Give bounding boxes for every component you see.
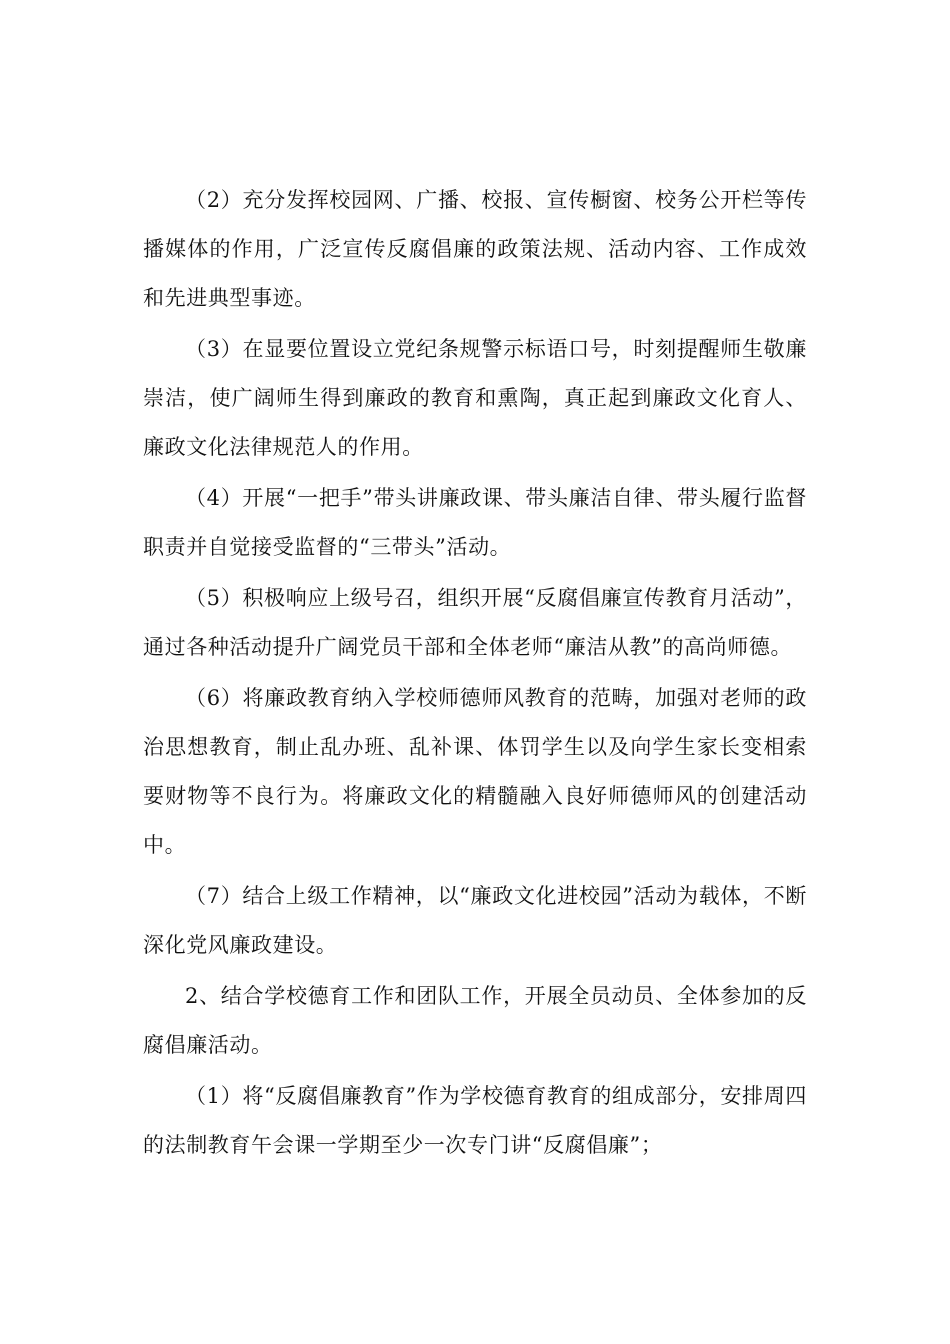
paragraph-7-campus-culture: （7）结合上级工作精神，以“廉政文化进校园”活动为载体，不断深化党风廉政建设。 — [143, 884, 807, 957]
document-body — [143, 176, 807, 1172]
paragraph-1-moral-education: （1）将“反腐倡廉教育”作为学校德育教育的组成部分，安排周四的法制教育午会课一学期至少一次专门讲“反腐倡廉”； — [143, 1084, 807, 1157]
paragraph-5-education-month: （5）积极响应上级号召，组织开展“反腐倡廉宣传教育月活动”，通过各种活动提升广阔党员干部和全体老师“廉洁从教”的高尚师德。 — [143, 586, 807, 659]
section-2-heading-paragraph: 2、结合学校德育工作和团队工作，开展全员动员、全体参加的反腐倡廉活动。 — [143, 984, 807, 1057]
paragraph-2-media: （2）充分发挥校园网、广播、校报、宣传橱窗、校务公开栏等传播媒体的作用，广泛宣传反腐倡廉的政策法规、活动内容、工作成效和先进典型事迹。 — [143, 188, 807, 310]
paragraph-4-three-leads: （4）开展“一把手”带头讲廉政课、带头廉洁自律、带头履行监督职责并自觉接受监督的“三带头”活动。 — [143, 486, 807, 559]
paragraph-6-teacher-ethics: （6）将廉政教育纳入学校师德师风教育的范畴，加强对老师的政治思想教育，制止乱办班、乱补课、体罚学生以及向学生家长变相索要财物等不良行为。将廉政文化的精髓融入良好师德师风的创建活动中。 — [143, 686, 807, 857]
paragraph-3-slogans: （3）在显要位置设立党纪条规警示标语口号，时刻提醒师生敬廉崇洁，使广阔师生得到廉政的教育和熏陶，真正起到廉政文化育人、廉政文化法律规范人的作用。 — [143, 337, 807, 459]
